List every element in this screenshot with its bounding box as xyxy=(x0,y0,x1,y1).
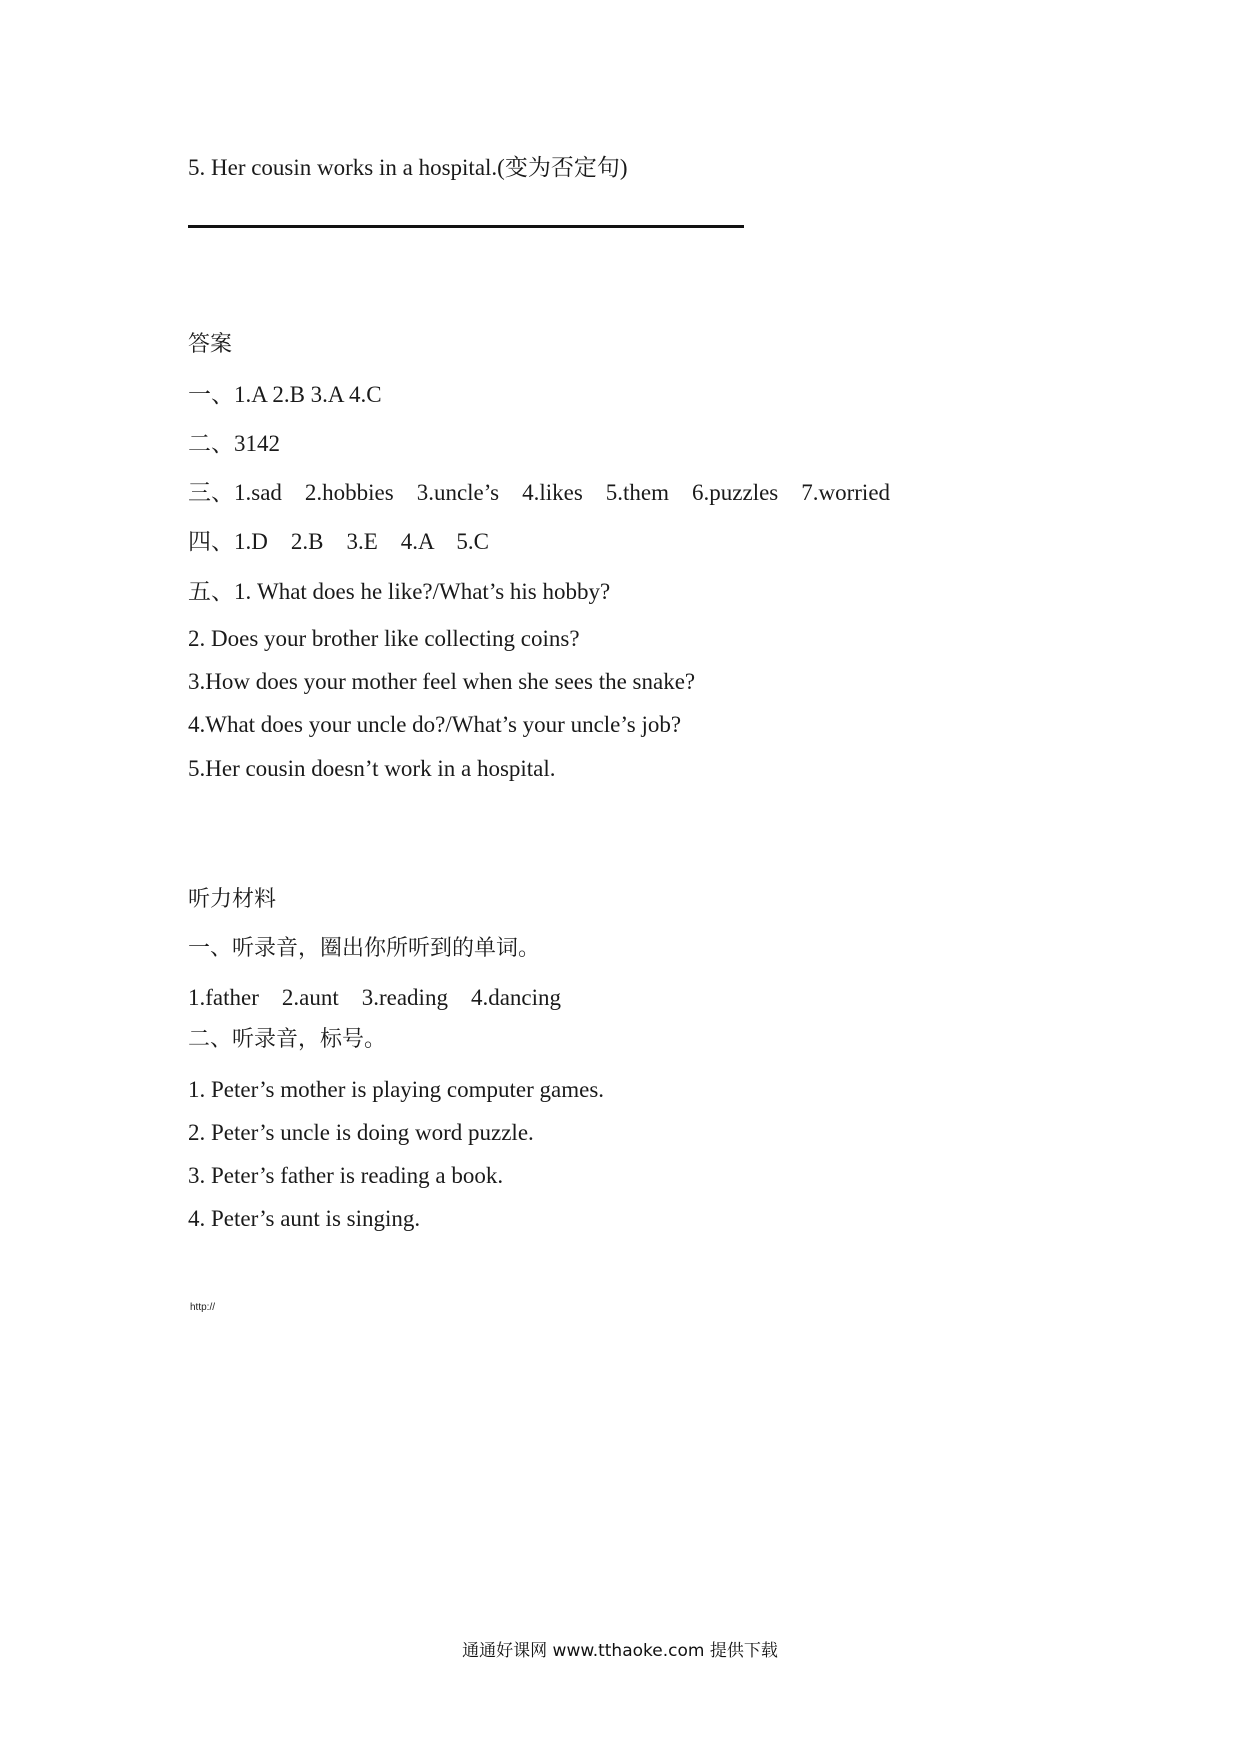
answer-part-4: 四、1.D 2.B 3.E 4.A 5.C xyxy=(188,529,489,554)
listening-sentence-1: 1. Peter’s mother is playing computer games. xyxy=(188,1077,605,1102)
question-5: 5. Her cousin works in a hospital.(变为否定句) xyxy=(188,155,628,180)
answer-part-5-item-3: 3.How does your mother feel when she sees the snake? xyxy=(188,669,696,694)
listening-section-1-words: 1.father 2.aunt 3.reading 4.dancing xyxy=(188,985,561,1010)
answer-blank-line xyxy=(188,225,744,228)
answer-part-2: 二、3142 xyxy=(188,431,280,456)
answer-part-1: 一、1.A 2.B 3.A 4.C xyxy=(188,382,382,407)
listening-sentence-4: 4. Peter’s aunt is singing. xyxy=(188,1206,421,1231)
answer-part-3: 三、1.sad 2.hobbies 3.uncle’s 4.likes 5.them 6.puzzles 7.worried xyxy=(188,480,891,505)
answer-part-5-item-4: 4.What does your uncle do?/What’s your uncle’s job? xyxy=(188,712,682,737)
listening-section-2-title: 二、听录音，标号。 xyxy=(188,1027,387,1052)
listening-sentence-2: 2. Peter’s uncle is doing word puzzle. xyxy=(188,1120,534,1145)
answer-part-5: 五、1. What does he like?/What’s his hobby? xyxy=(188,579,611,604)
listening-section-1-title: 一、听录音，圈出你所听到的单词。 xyxy=(188,936,541,961)
answer-part-5-item-2: 2. Does your brother like collecting coins? xyxy=(188,626,580,651)
page-footer: 通通好课网 www.tthaoke.com 提供下载 xyxy=(462,1641,778,1661)
listening-heading: 听力材料 xyxy=(188,887,277,912)
answer-part-5-item-5: 5.Her cousin doesn’t work in a hospital. xyxy=(188,756,556,781)
answers-heading: 答案 xyxy=(188,332,233,357)
listening-sentence-3: 3. Peter’s father is reading a book. xyxy=(188,1163,504,1188)
url-text: http:// xyxy=(190,1302,216,1313)
